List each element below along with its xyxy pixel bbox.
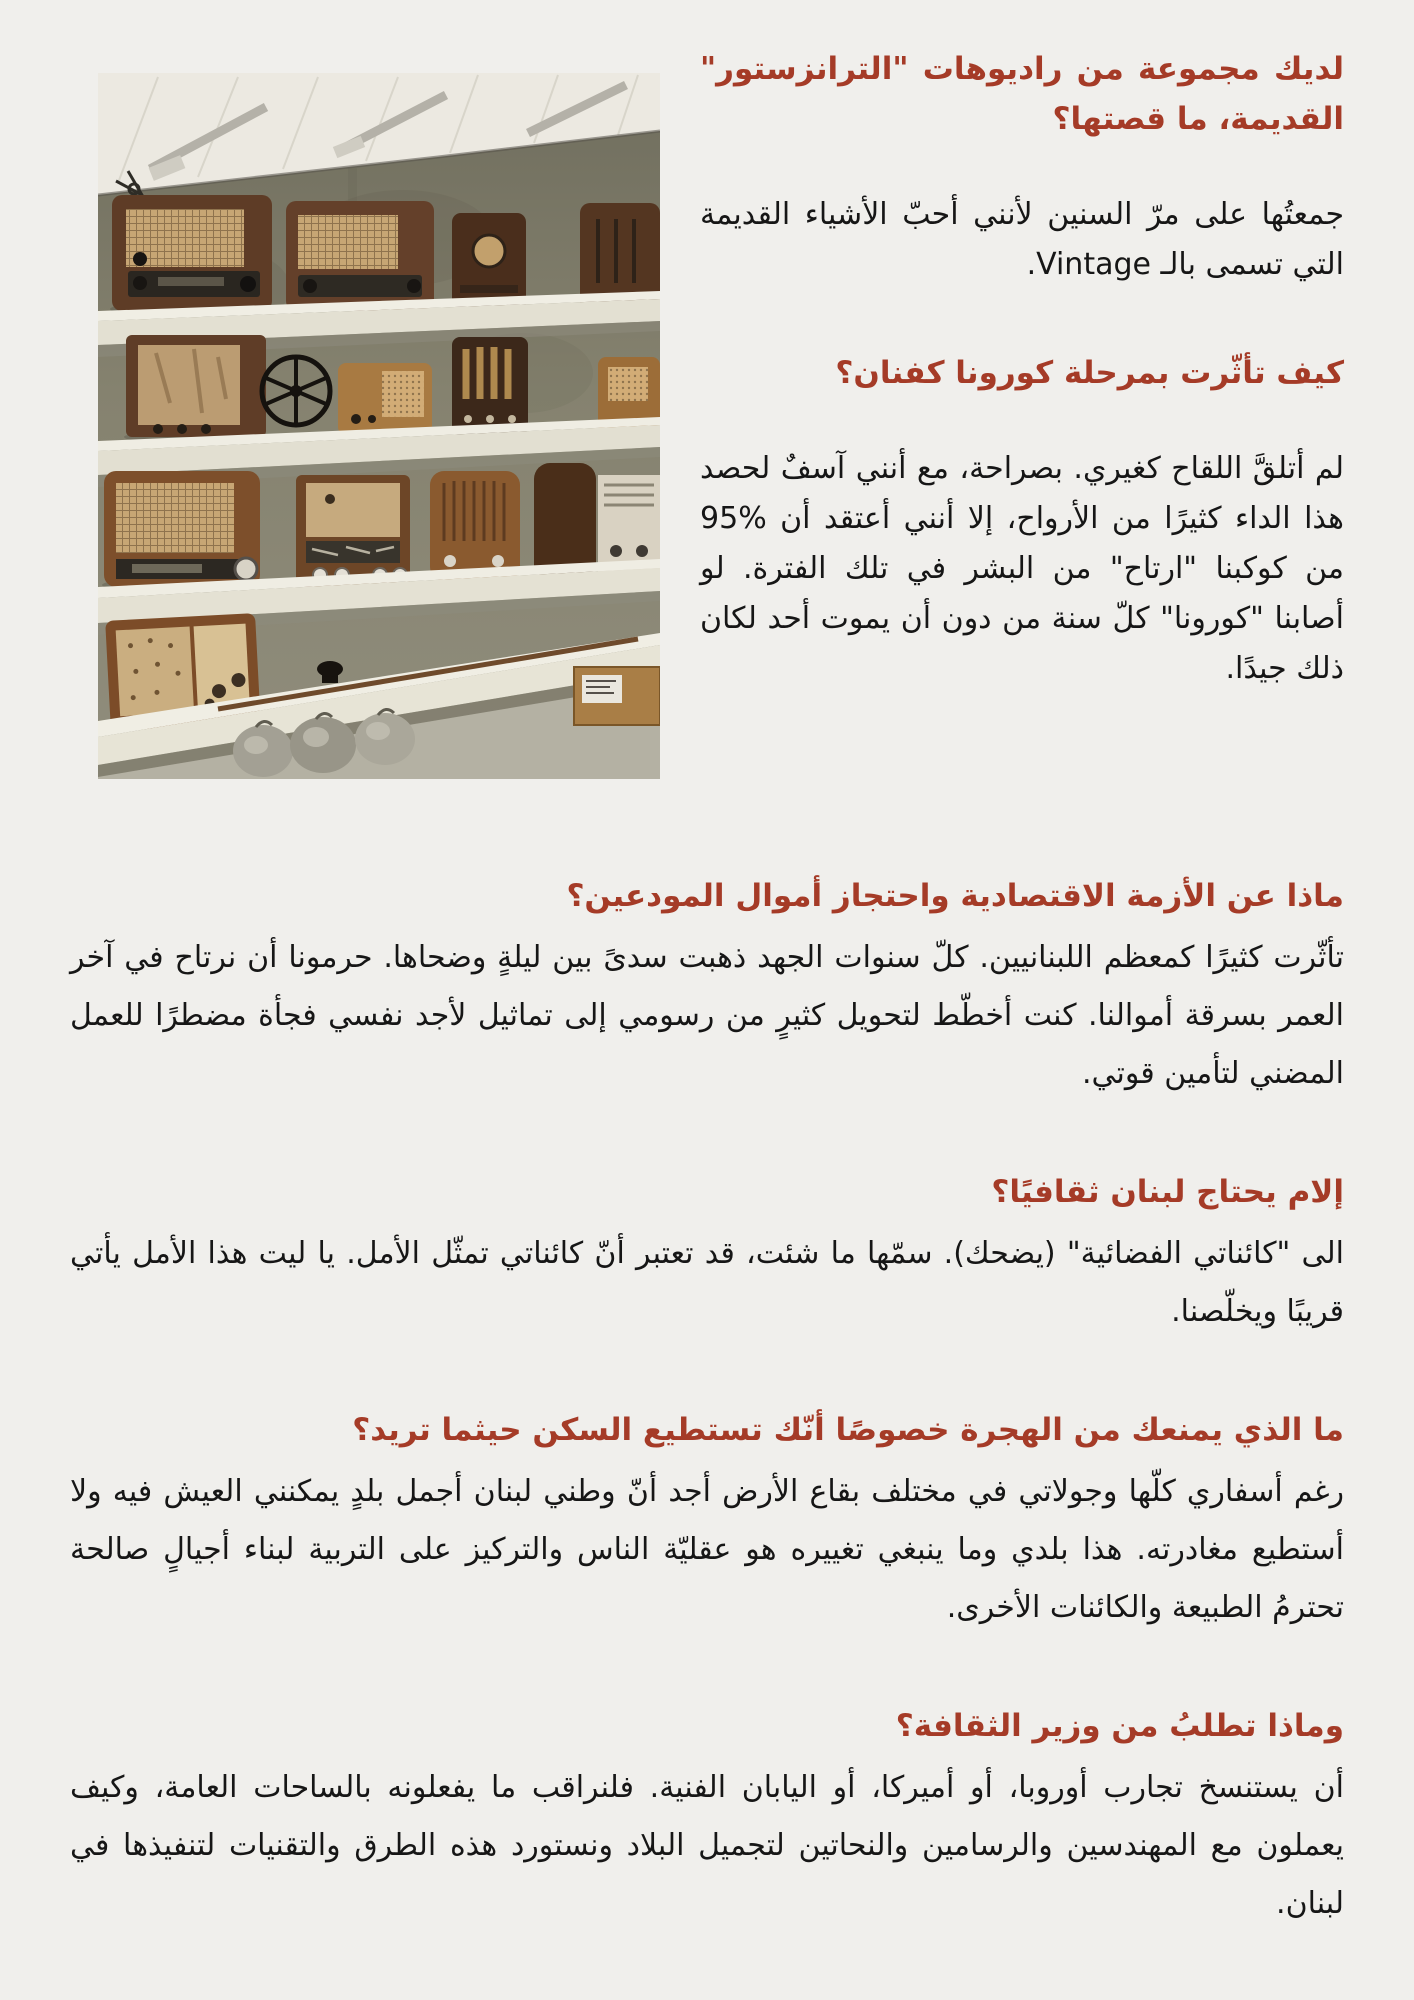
answer-lebanon-culture: الى "كائناتي الفضائية" (يضحك). سمّها ما شئت، قد تعتبر أنّ كائناتي تمثّل الأمل. يا ليت هذا الأمل يأتي قريبًا ويخلّصنا. <box>70 1236 1344 1329</box>
answer-corona: لم أتلقَّ اللقاح كغيري. بصراحة، مع أنني آسفٌ لحصد هذا الداء كثيرًا من الأرواح، إلا أنني أعتقد أن %95 من كوكبنا "ارتاح" من البشر في تلك الفترة. لو أصابنا "كورونا" كلّ سنة من دون أن يموت أحد لكان ذلك جيدًا. <box>700 451 1344 686</box>
vintage-radios-photo <box>98 73 660 779</box>
question-culture-minister: وماذا تطلبُ من وزير الثقافة؟ <box>895 1708 1344 1744</box>
question-radios: لديك مجموعة من راديوهات "الترانزستور" القديمة، ما قصتها؟ <box>700 51 1344 137</box>
vintage-radios-illustration <box>98 73 660 779</box>
answer-culture-minister: أن يستنسخ تجارب أوروبا، أو أميركا، أو اليابان الفنية. فلنراقب ما يفعلونه بالساحات العامة، وكيف يعملون مع المهندسين والرسامين والنحاتين لتجميل البلاد ونستورد هذه الطرق والتقنيات لتنفيذها في لبنان. <box>70 1770 1344 1921</box>
answer-radios: جمعتُها على مرّ السنين لأنني أحبّ الأشياء القديمة التي تسمى بالـ Vintage. <box>700 197 1344 282</box>
question-emigration: ما الذي يمنعك من الهجرة خصوصًا أنّك تستطيع السكن حيثما تريد؟ <box>352 1412 1344 1448</box>
question-economic-crisis: ماذا عن الأزمة الاقتصادية واحتجاز أموال المودعين؟ <box>566 878 1344 914</box>
question-lebanon-culture: إلام يحتاج لبنان ثقافيًا؟ <box>991 1174 1344 1210</box>
question-corona: كيف تأثّرت بمرحلة كورونا كفنان؟ <box>835 355 1344 391</box>
cardboard-box <box>574 667 660 725</box>
answer-economic-crisis: تأثّرت كثيرًا كمعظم اللبنانيين. كلّ سنوات الجهد ذهبت سدىً بين ليلةٍ وضحاها. حرمونا أن نرتاح في آخر العمر بسرقة أموالنا. كنت أخطّط لتحويل كثيرٍ من رسومي إلى تماثيل لأجد نفسي فجأة مضطرًا للعمل المضني لتأمين قوتي. <box>70 940 1344 1091</box>
answer-emigration: رغم أسفاري كلّها وجولاتي في مختلف بقاع الأرض أجد أنّ وطني لبنان أجمل بلدٍ يمكنني العيش فيه ولا أستطيع مغادرته. هذا بلدي وما ينبغي تغييره هو عقليّة الناس والتركيز على التربية لبناء أجيالٍ صالحة تحترمُ الطبيعة والكائنات الأخرى. <box>70 1474 1344 1625</box>
body-section <box>70 873 1344 1933</box>
